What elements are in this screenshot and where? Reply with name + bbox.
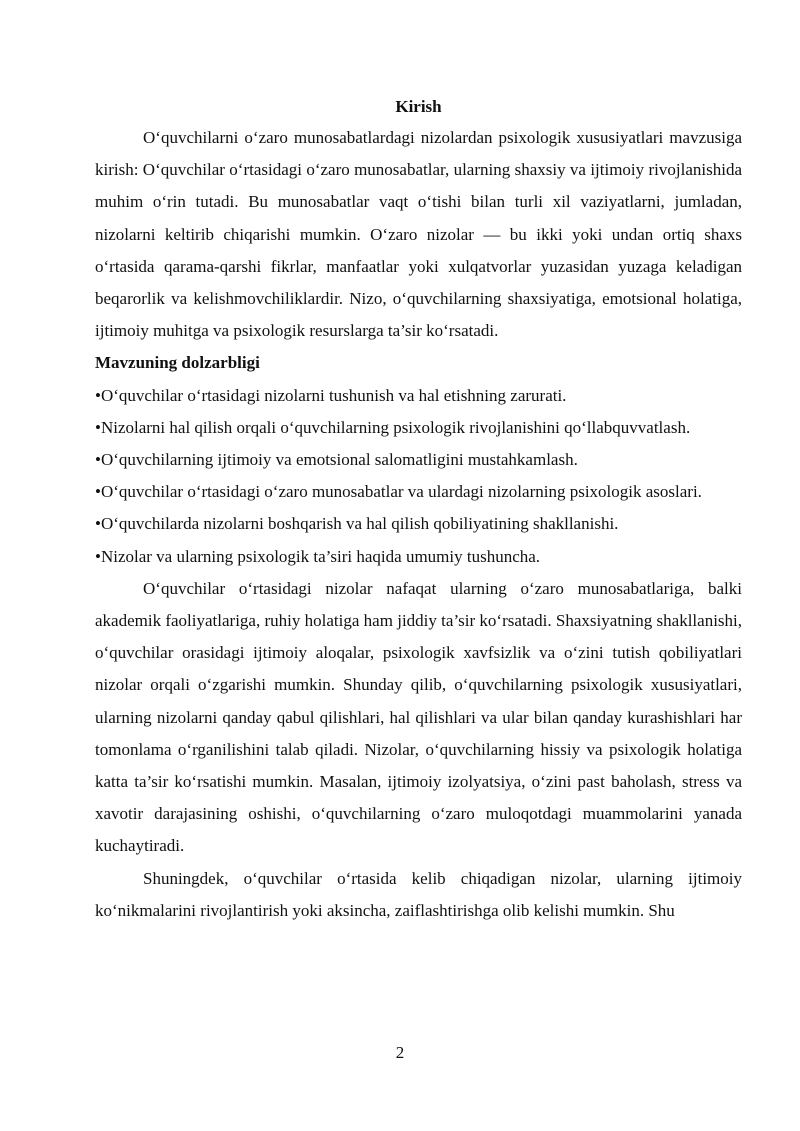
intro-paragraph: O‘quvchilarni o‘zaro munosabatlardagi nizolardan psixologik xususiyatlari mavzusiga kirish: O‘quvchilar o‘rtasidagi o‘zaro munosabatlar, ularning shaxsiy va ijtimoiy rivojlanishida muhim o‘rin tutadi. Bu munosabatlar vaqt o‘tishi bilan turli xil vaziyatlarni, jumladan, nizolarni keltirib chiqarishi mumkin. O‘zaro nizolar — bu ikki yoki undan ortiq shaxs o‘rtasida qarama-qarshi fikrlar, manfaatlar yoki xulqatvorlar yuzasidan yuzaga keladigan beqarorlik va kelishmovchiliklardir. Nizo, o‘quvchilarning shaxsiyatiga, emotsional holatiga, ijtimoiy muhitga va psixologik resurslarga ta’sir ko‘rsatadi. [95,128,742,341]
page-title: Kirish [395,97,442,116]
document-page [95,96,742,927]
list-item: •O‘quvchilar o‘rtasidagi o‘zaro munosabatlar va ulardagi nizolarning psixologik asoslari. [95,482,702,502]
list-item: •O‘quvchilarda nizolarni boshqarish va hal qilish qobiliyatining shakllanishi. [95,514,619,534]
list-item: •Nizolar va ularning psixologik ta’siri haqida umumiy tushuncha. [95,546,541,566]
body-paragraph-3: Shuningdek, o‘quvchilar o‘rtasida kelib chiqadigan nizolar, ularning ijtimoiy ko‘nikmalarini rivojlantirish yoki aksincha, zaiflashtirishga olib kelishi mumkin. Shu [95,868,742,920]
page-number: 2 [395,1043,405,1062]
body-paragraph-2: O‘quvchilar o‘rtasidagi nizolar nafaqat ularning o‘zaro munosabatlariga, balki akademik faoliyatlariga, ruhiy holatiga ham jiddiy ta’sir ko‘rsatadi. Shaxsiyatning shakllanishi, o‘quvchilar orasidagi ijtimoiy aloqalar, psixologik xavfsizlik va o‘zini tutish qobiliyatlari nizolar orqali o‘zgarishi mumkin. Shunday qilib, o‘quvchilarning psixologik xususiyatlari, ularning nizolarni qanday qabul qilishlari, hal qilishlari va ular bilan qanday kurashishlari har tomonlama o‘rganilishini talab qiladi. Nizolar, o‘quvchilarning hissiy va psixologik holatiga katta ta’sir ko‘rsatishi mumkin. Masalan, ijtimoiy izolyatsiya, o‘zini past baholash, stress va xavotir darajasining oshishi, o‘quvchilarning o‘zaro muloqotdagi muammolarini yanada kuchaytiradi. [95,578,742,856]
list-item: •O‘quvchilarning ijtimoiy va emotsional salomatligini mustahkamlash. [95,450,578,470]
list-item: •Nizolarni hal qilish orqali o‘quvchilarning psixologik rivojlanishini qo‘llabquvvatlash. [95,417,691,437]
section-heading-relevance: Mavzuning dolzarbligi [95,353,260,373]
relevance-list [95,380,742,573]
list-item: •O‘quvchilar o‘rtasidagi nizolarni tushunish va hal etishning zarurati. [95,385,567,405]
